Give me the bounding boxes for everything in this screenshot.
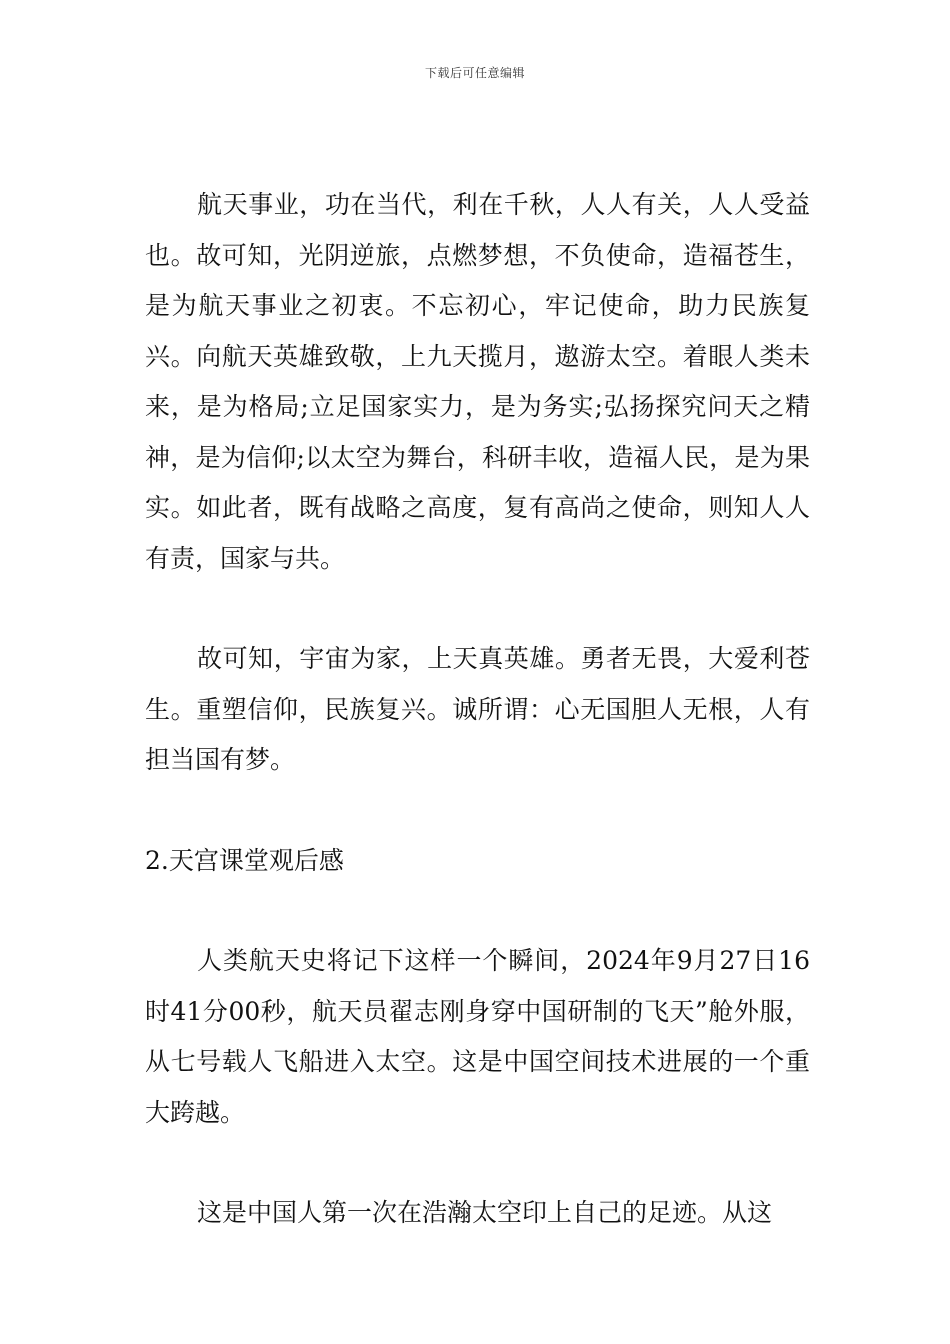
section-paragraph-2: 这是中国人第一次在浩瀚太空印上自己的足迹。从这: [197, 1198, 773, 1227]
document-body: [145, 180, 810, 1289]
page-header: 下载后可任意编辑: [424, 66, 525, 80]
paragraph-2: 故可知，宇宙为家，上天真英雄。勇者无畏，大爱利苍生。重塑信仰，民族复兴。诚所谓：心无国胆人无根，人有担当国有梦。: [145, 644, 810, 774]
section-paragraph-1: 人类航天史将记下这样一个瞬间，2024年9月27日16时41分00秒，航天员翟志刚身穿中国研制的飞天”舱外服，从七号载人飞船进入太空。这是中国空间技术进展的一个重大跨越。: [145, 946, 810, 1127]
paragraph-1: 航天事业，功在当代，利在千秋，人人有关，人人受益也。故可知，光阴逆旅，点燃梦想，不负使命，造福苍生，是为航天事业之初衷。不忘初心，牢记使命，助力民族复兴。向航天英雄致敬，上九天揽月，遨游太空。着眼人类未来，是为格局;立足国家实力，是为务实;弘扬探究问天之精神，是为信仰;以太空为舞台，科研丰收，造福人民，是为果实。如此者，既有战略之高度，复有高尚之使命，则知人人有责，国家与共。: [145, 190, 810, 573]
section-heading: 2.天宫课堂观后感: [145, 845, 344, 875]
